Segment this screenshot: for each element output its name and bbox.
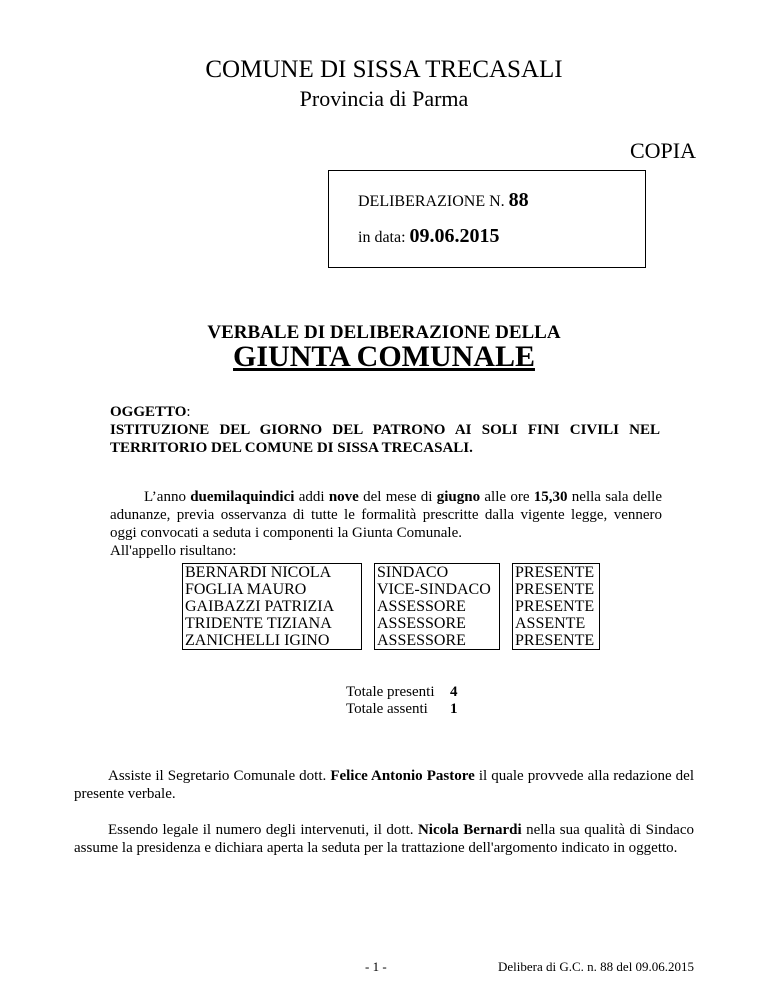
deliberazione-number-row [358,189,529,212]
member-status: PRESENTE [515,564,595,581]
deliberazione-date-row [358,225,500,248]
oggetto-section [110,403,660,457]
member-name: FOGLIA MAURO [185,581,307,598]
member-role: VICE-SINDACO [377,581,491,598]
footer-reference: Delibera di G.C. n. 88 del 09.06.2015 [498,959,695,974]
presidenza-paragraph [74,821,694,857]
member-status: PRESENTE [515,632,595,649]
oggetto-label: OGGETTO [110,404,187,420]
deliberazione-date-label: in data: [358,229,406,246]
presidenza-text-2: nella sua qualità di Sindaco assume la presidenza e dichiara aperta la seduta per la trattazione dell'argomento indicato in oggetto. [74,822,694,856]
member-status: PRESENTE [515,581,595,598]
segretario-text-1: Assiste il Segretario Comunale dott. [108,768,331,784]
member-name: BERNARDI NICOLA [185,564,332,581]
member-status: ASSENTE [515,615,586,632]
member-name: ZANICHELLI IGINO [185,632,330,649]
intro-year: duemilaquindici [190,489,295,505]
deliberazione-number-label: DELIBERAZIONE N. [358,193,505,210]
intro-time: 15,30 [533,489,568,505]
totale-presenti-value: 4 [450,684,458,700]
totals-block [346,684,466,718]
deliberazione-box [328,170,646,268]
sindaco-name: Nicola Bernardi [417,822,522,838]
comune-title: COMUNE DI SISSA TRECASALI [205,56,563,83]
intro-text-4: alle ore [480,489,534,505]
oggetto-colon: : [186,404,191,420]
page-number: - 1 - [365,959,387,974]
deliberazione-number: 88 [508,189,529,211]
intro-text-3: del mese di [358,489,437,505]
segretario-paragraph [74,767,694,803]
segretario-name: Felice Antonio Pastore [330,768,475,784]
member-role: ASSESSORE [377,615,466,632]
members-role-column [374,563,500,650]
oggetto-line-2: TERRITORIO DEL COMUNE DI SISSA TRECASALI. [110,440,473,456]
provincia-subtitle: Provincia di Parma [299,86,469,111]
members-status-column [512,563,600,650]
members-name-column [182,563,362,650]
segretario-text-2: il quale provvede alla redazione del presente verbale. [74,768,694,802]
copia-label: COPIA [629,138,696,163]
verbale-title: VERBALE DI DELIBERAZIONE DELLA [207,322,561,343]
presidenza-text-1: Essendo legale il numero degli intervenuti, il dott. [108,822,418,838]
intro-text-2: addi [294,489,329,505]
deliberazione-date: 09.06.2015 [409,225,500,247]
intro-text-5: nella sala delle adunanze, previa osservanza di tutte le formalità prescritte dalla vigente legge, vennero oggi convocati a seduta i componenti la Giunta Comunale. [110,489,662,541]
appello-label: All'appello risultano: [110,543,237,559]
intro-paragraph [110,488,662,560]
member-status: PRESENTE [515,598,595,615]
totale-assenti-label: Totale assenti [346,701,428,717]
member-name: GAIBAZZI PATRIZIA [185,598,335,615]
member-role: ASSESSORE [377,598,466,615]
oggetto-line-1: ISTITUZIONE DEL GIORNO DEL PATRONO AI SOLI FINI CIVILI NEL [110,422,660,438]
member-role: ASSESSORE [377,632,466,649]
totale-presenti-label: Totale presenti [346,684,435,700]
intro-day: nove [328,489,359,505]
intro-text-1: L’anno [144,489,191,505]
member-name: TRIDENTE TIZIANA [185,615,332,632]
giunta-title: GIUNTA COMUNALE [233,340,535,373]
intro-month: giugno [436,489,481,505]
member-role: SINDACO [377,564,449,581]
totale-assenti-value: 1 [450,701,458,717]
